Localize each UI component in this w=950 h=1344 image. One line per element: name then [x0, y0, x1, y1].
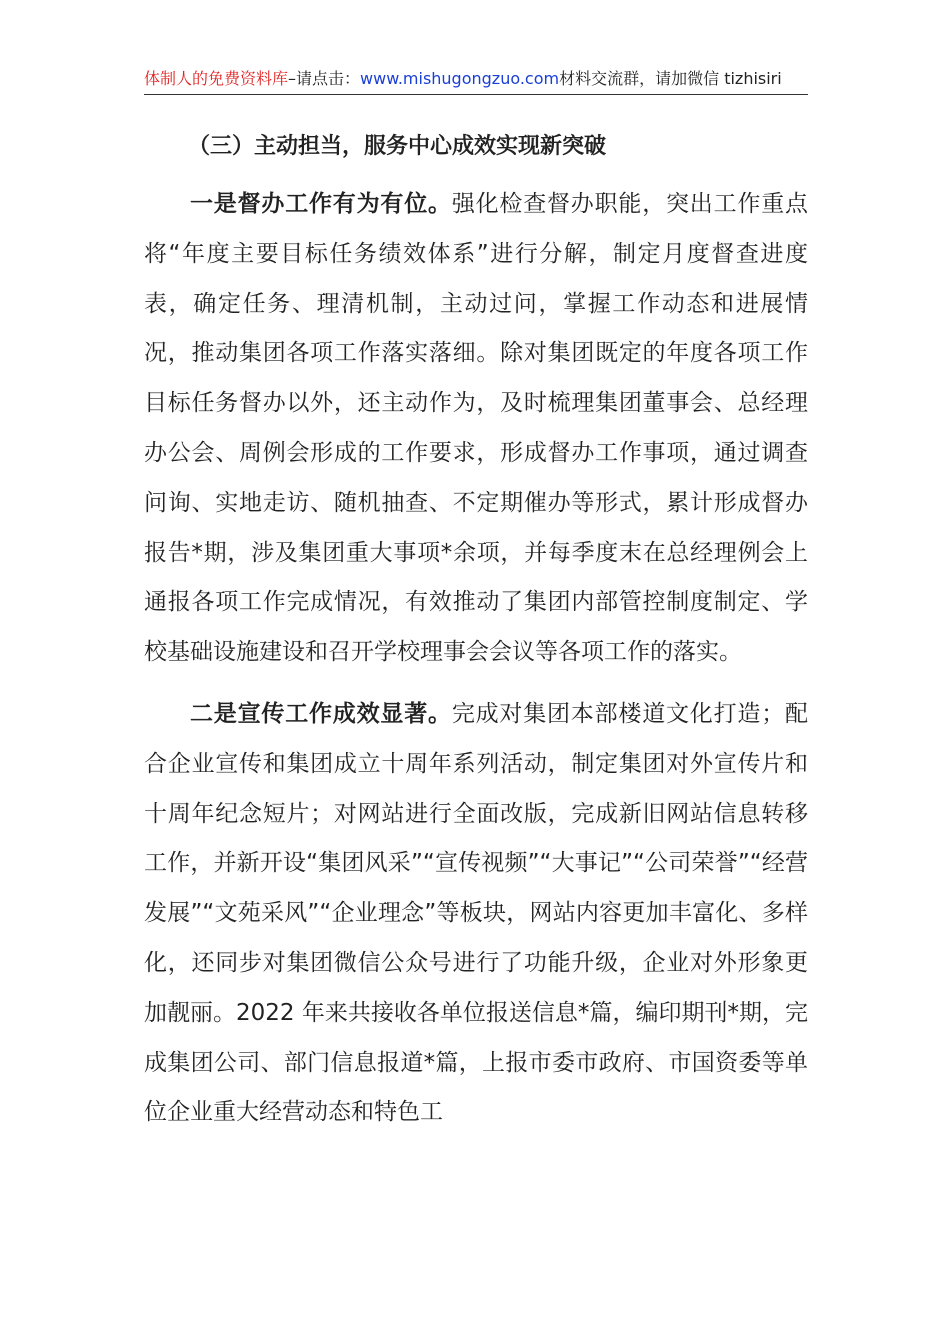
section-title: （三）主动担当，服务中心成效实现新突破 [188, 134, 607, 159]
header-brand: 体制人的免费资料库 [144, 69, 289, 88]
header-contact: 材料交流群，请加微信 tizhisiri [559, 69, 782, 88]
header-link[interactable]: www.mishugongzuo.com [360, 69, 560, 88]
paragraph-lead: 一是督办工作有为有位。 [190, 191, 452, 217]
paragraph-publicity [144, 690, 808, 1138]
paragraph-body: 强化检查督办职能，突出工作重点将“年度主要目标任务绩效体系”进行分解，制定月度督查进度表，确定任务、理清机制，主动过问，掌握工作动态和进展情况，推动集团各项工作落实落细。除对集团既定的年度各项工作目标任务督办以外，还主动作为，及时梳理集团董事会、总经理办公会、周例会形成的工作要求，形成督办工作事项，通过调查问询、实地走访、随机抽查、不定期催办等形式，累计形成督办报告*期，涉及集团重大事项*余项，并每季度末在总经理例会上通报各项工作完成情况，有效推动了集团内部管控制度制定、学校基础设施建设和召开学校理事会会议等各项工作的落实。 [144, 191, 809, 666]
header-prompt: –请点击： [288, 69, 361, 88]
document-body [144, 122, 808, 1138]
paragraph-lead: 二是宣传工作成效显著。 [190, 700, 452, 727]
paragraph-supervision [144, 180, 808, 678]
page-header [144, 64, 808, 95]
paragraph-body: 完成对集团本部楼道文化打造；配合企业宣传和集团成立十周年系列活动，制定集团对外宣传片和十周年纪念短片；对网站进行全面改版，完成新旧网站信息转移工作，并新开设“集团风采”“宣传视频”“大事记”“公司荣誉”“经营发展”“文苑采风”“企业理念”等板块，网站内容更加丰富化、多样化，还同步对集团微信公众号进行了功能升级，企业对外形象更加靓丽。2022 年来共接收各单位报送信息*篇，编印期刊*期，完成集团公司、部门信息报道*篇，上报市委市政府、市国资委等单位企业重大经营动态和特色工 [144, 700, 809, 1126]
